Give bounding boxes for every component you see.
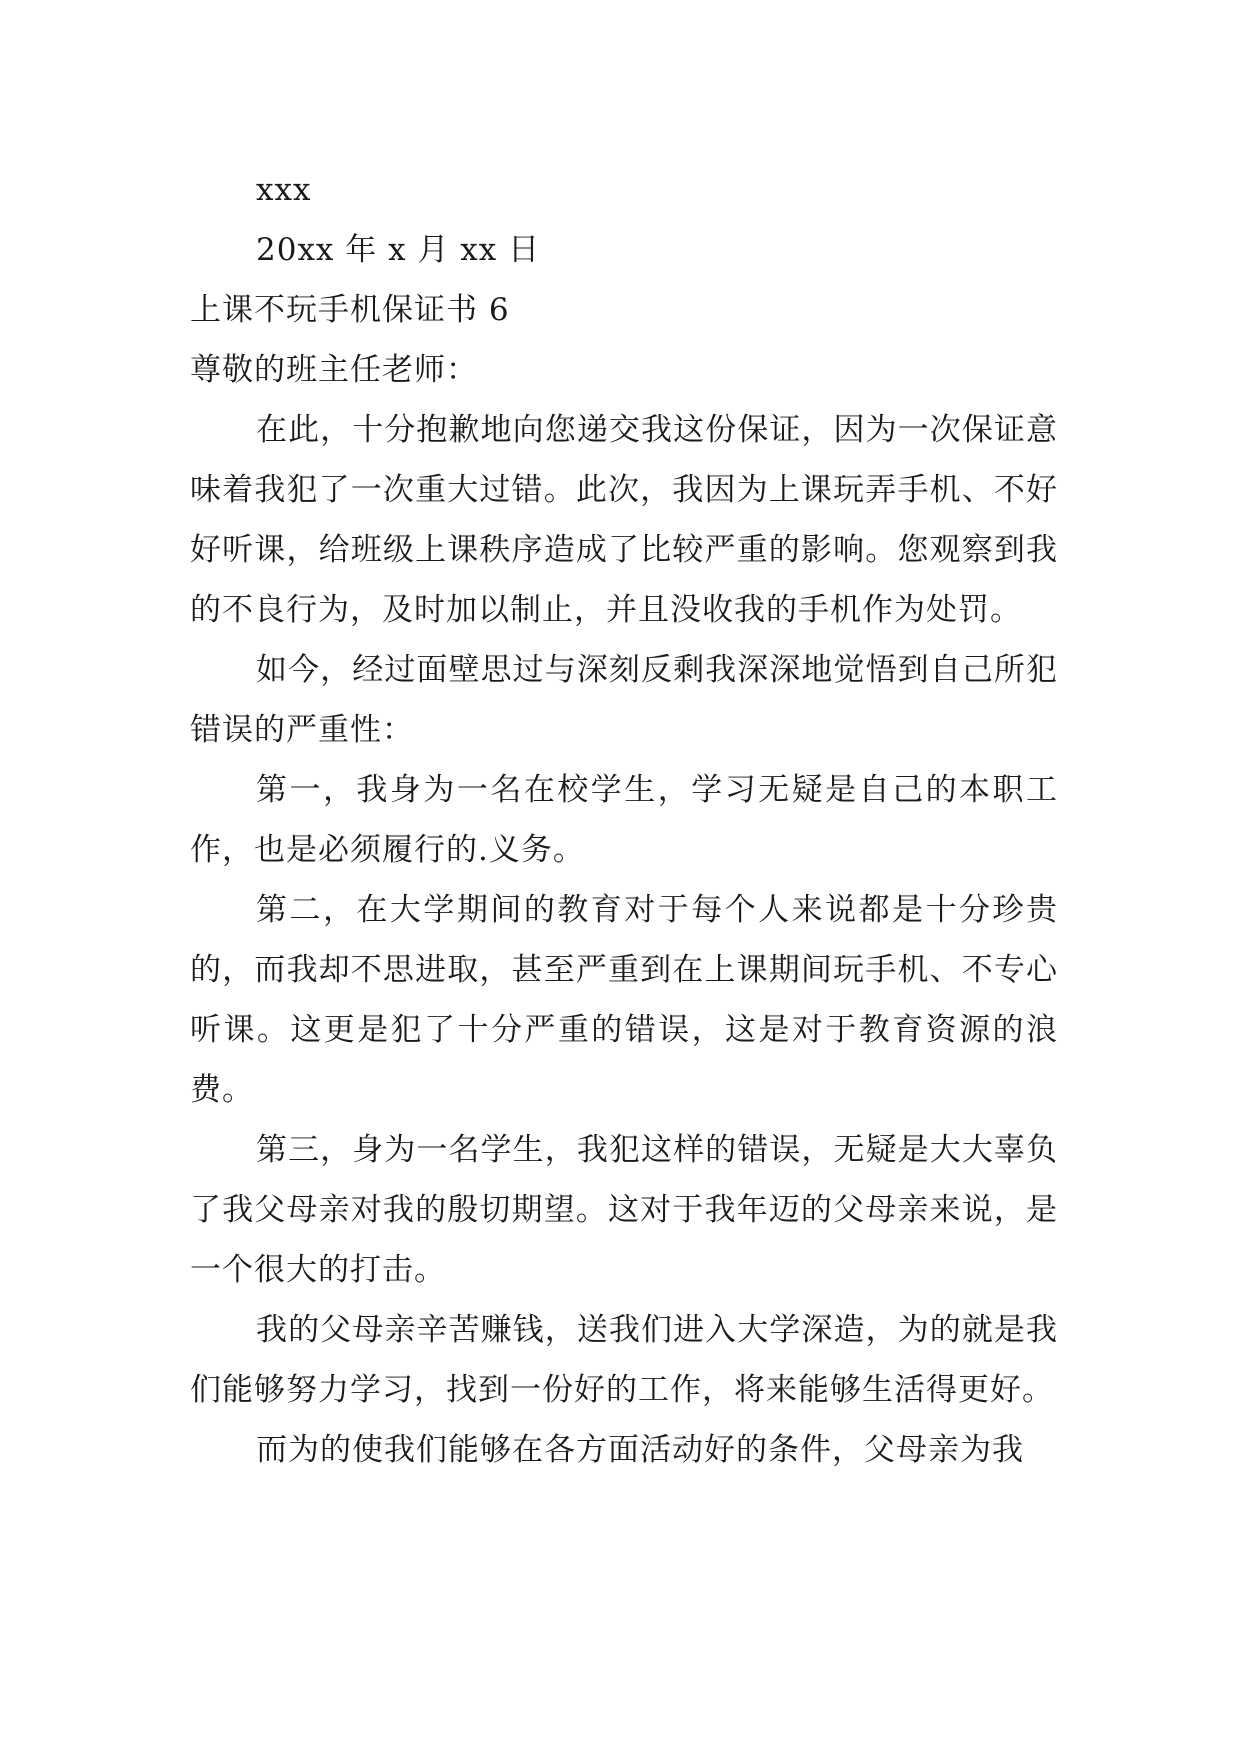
- signature-date: 20xx 年 x 月 xx 日: [256, 232, 541, 268]
- document-content: [190, 160, 1058, 1480]
- letter-title: 上课不玩手机保证书 6: [190, 292, 510, 328]
- paragraph-point-one: 第一，我身为一名在校学生，学习无疑是自己的本职工作，也是必须履行的.义务。: [190, 772, 1058, 868]
- paragraph-apology: 在此，十分抱歉地向您递交我这份保证，因为一次保证意味着我犯了一次重大过错。此次，我因为上课玩弄手机、不好好听课，给班级上课秩序造成了比较严重的影响。您观察到我的不良行为，及时加以制止，并且没收我的手机作为处罚。: [190, 412, 1058, 628]
- paragraph-reflection: 如今，经过面壁思过与深刻反剩我深深地觉悟到自己所犯错误的严重性：: [190, 652, 1058, 748]
- paragraph-point-two: 第二，在大学期间的教育对于每个人来说都是十分珍贵的，而我却不思进取，甚至严重到在上课期间玩手机、不专心听课。这更是犯了十分严重的错误，这是对于教育资源的浪费。: [190, 892, 1058, 1108]
- paragraph-parents-conditions: 而为的使我们能够在各方面活动好的条件，父母亲为我: [256, 1432, 1024, 1468]
- letter-salutation: 尊敬的班主任老师：: [190, 352, 478, 388]
- signature-name: xxx: [256, 172, 312, 208]
- paragraph-point-three: 第三，身为一名学生，我犯这样的错误，无疑是大大辜负了我父母亲对我的殷切期望。这对于我年迈的父母亲来说，是一个很大的打击。: [190, 1132, 1058, 1288]
- paragraph-parents-effort: 我的父母亲辛苦赚钱，送我们进入大学深造，为的就是我们能够努力学习，找到一份好的工作，将来能够生活得更好。: [190, 1312, 1058, 1408]
